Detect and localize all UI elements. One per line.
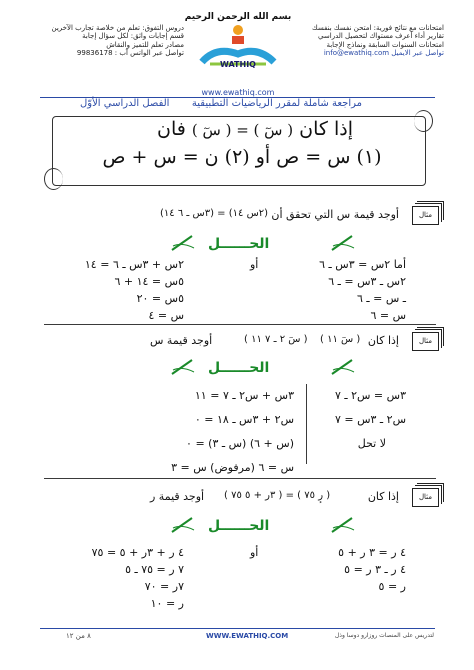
basmala: بسم الله الرحمن الرحيم xyxy=(184,12,292,22)
subtitle-right: مراجعة شاملة لمقرر الرياضيات التطبيقية xyxy=(191,98,362,109)
subtitle-left: الفصل الدراسي الأوّل xyxy=(80,98,170,109)
example-badge: مثال xyxy=(412,206,439,225)
or-word: أو xyxy=(250,258,259,271)
solution-step: س٢ ـ ٣س = ٧ xyxy=(334,413,406,426)
solution-heading: الحــــــل xyxy=(208,360,270,376)
solution-step: ر = ٥ xyxy=(378,580,406,593)
section-divider xyxy=(44,478,436,479)
solution-step: (س + ٦) (س ـ ٣) = ٠ xyxy=(186,437,294,450)
website-link[interactable]: www.ewathiq.com xyxy=(201,88,275,97)
example-expression-1: ( سٓ ١١ ) xyxy=(320,334,361,345)
pen-icon xyxy=(170,516,196,534)
page-number: ٨ من ١٢ xyxy=(66,632,91,640)
example-question: إذا كان xyxy=(367,334,399,347)
pen-icon xyxy=(170,358,196,376)
solution-step: س = ٤ xyxy=(148,309,184,322)
solution-right-column xyxy=(319,256,406,324)
solution-step: ٤ ر = ٣ ر + ٥ xyxy=(338,546,406,559)
pen-icon xyxy=(330,358,356,376)
example-question: إذا كان xyxy=(367,490,399,503)
solution-step: ٥س = ٢٠ xyxy=(136,292,184,305)
solution-step: ر = ١٠ xyxy=(150,597,184,610)
pen-icon xyxy=(330,516,356,534)
logo-latin: WATHIQ xyxy=(220,60,256,69)
pen-icon xyxy=(330,234,356,252)
solution-step: أما ٢س = ٣س ـ ٦ xyxy=(319,258,406,271)
header-right-line: تقارير أداء أعرف مستواك لتحصيل الدراسي xyxy=(318,32,444,41)
rule-if: إذا كان xyxy=(299,118,353,140)
header-right-line: امتحانات مع نتائج فورية: امتحن نفسك بنفسك xyxy=(311,24,444,32)
example-expression: ( رٕ ٧٥ ) = ( ٣ر + ٥ ٧٥ ) xyxy=(224,490,331,501)
example-question-2: أوجد قيمة ر xyxy=(150,490,205,503)
column-divider xyxy=(306,384,307,464)
solution-right-column xyxy=(335,384,406,456)
example-expression-2: ( سٓ ٢ ـ ٧ ١١ ) xyxy=(244,334,308,345)
solution-step: ٣س = س٢ ـ ٧ xyxy=(334,389,406,402)
solution-step: ٤ ر + ٣ر + ٥ = ٧٥ xyxy=(91,546,184,559)
or-word: أو xyxy=(250,546,259,559)
solution-step: لا تحل xyxy=(357,437,386,450)
solution-heading: الحــــــل xyxy=(208,236,270,252)
solution-left-column xyxy=(92,544,184,612)
section-divider xyxy=(44,324,436,325)
scroll-curl-left xyxy=(44,168,63,190)
solution-step: ٧ر = ٧٠ xyxy=(144,580,184,593)
solution-step: س = ٦ xyxy=(370,309,406,322)
footer-divider xyxy=(40,628,435,629)
header-right-block xyxy=(294,24,444,58)
solution-heading: الحــــــل xyxy=(208,518,270,534)
solution-left-column xyxy=(85,256,184,324)
example-badge: مثال xyxy=(412,332,439,351)
solution-step: ٢س ـ ٣س = ـ ٦ xyxy=(328,275,406,288)
footer-right-text: لتدريس على المنصات روزارو دوسا وذل xyxy=(334,632,434,639)
header-left-line: مصادر تعلم للتميز والنقاش xyxy=(106,40,184,49)
solution-step: س٢ + ٣س ـ ١٨ = ٠ xyxy=(194,413,294,426)
solution-step: ٣س + س٢ ـ ٧ = ١١ xyxy=(194,389,294,402)
header-left-line: تواصل عبر الواتس آب : 99836178 xyxy=(76,49,184,58)
solution-left-column xyxy=(171,384,294,480)
footer-site-link[interactable]: WWW.EWATHIQ.COM xyxy=(206,632,289,640)
solution-step: ٧ ر = ٧٥ ـ ٥ xyxy=(125,563,184,576)
pen-icon xyxy=(170,234,196,252)
header-left-line: قسم إجابات واثق: لكل سؤال إجابة xyxy=(82,32,184,41)
rule-line-2: (١) س = ص أو (٢) ن = س + ص xyxy=(102,146,382,168)
header-right-line: امتحانات السنوات السابقة ونماذج الإجابة xyxy=(326,40,444,49)
rule-line-1 xyxy=(128,118,353,140)
solution-step: ٤ ر ـ ٣ ر = ٥ xyxy=(344,563,406,576)
solution-step: س = ٦ (مرفوض) س = ٣ xyxy=(171,461,294,474)
example-expression: (٢س ١٤) = (٣س ـ ٦ ١٤) xyxy=(160,208,269,219)
example-question: أوجد قيمة س التي تحقق أن xyxy=(271,208,399,221)
solution-step: ٢س + ٣س ـ ٦ = ١٤ xyxy=(84,258,184,271)
scroll-curl-right xyxy=(414,110,433,132)
example-badge: مثال xyxy=(412,488,439,507)
solution-step: ـ س = ـ ٦ xyxy=(357,292,406,305)
example-question-2: أوجد قيمة س xyxy=(150,334,213,347)
wathiq-logo xyxy=(196,24,280,76)
solution-step: ٥س = ١٤ + ٦ xyxy=(114,275,184,288)
rule-equality: ( سٓ ) = ( سٓ ) xyxy=(191,121,294,139)
header-email[interactable]: تواصل عبر الايميل info@ewathiq.com xyxy=(323,49,444,58)
rule-then: فان xyxy=(157,118,186,140)
solution-right-column xyxy=(338,544,406,595)
header-left-block xyxy=(34,24,184,58)
header-left-line: دروس التفوق: تعلم من خلاصة تجارب الآخرين xyxy=(51,24,184,32)
